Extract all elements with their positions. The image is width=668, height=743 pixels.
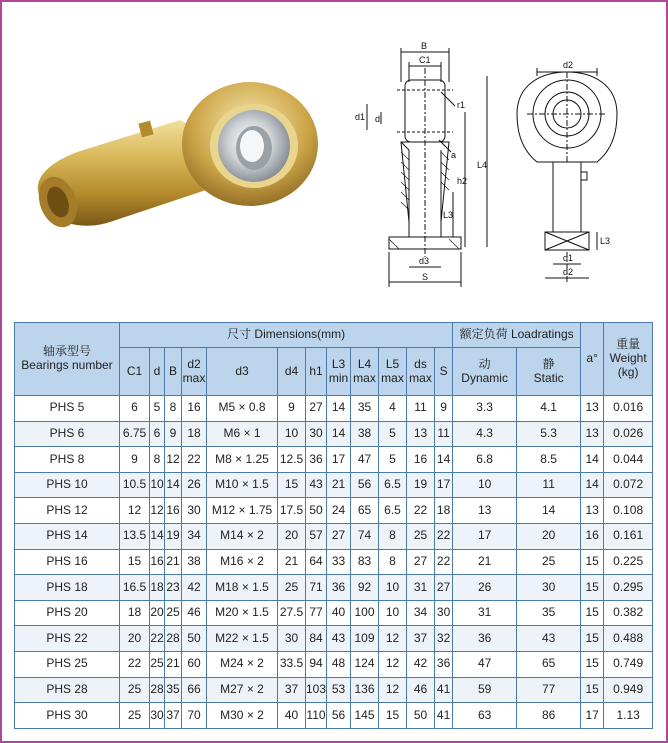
table-cell: 11 — [407, 396, 435, 422]
table-cell: 10.5 — [120, 472, 150, 498]
table-cell: 31 — [453, 600, 517, 626]
table-cell: M22 × 1.5 — [207, 626, 278, 652]
table-cell: 22 — [182, 447, 207, 473]
table-cell: 12 — [379, 651, 407, 677]
table-cell: 16.5 — [120, 575, 150, 601]
table-row — [15, 651, 653, 677]
cell-bearing-number: PHS 28 — [15, 677, 120, 703]
col-S: S — [435, 348, 453, 396]
table-cell: 22 — [407, 498, 435, 524]
table-cell: 63 — [453, 703, 517, 729]
table-cell: 37 — [407, 626, 435, 652]
table-cell: 21 — [165, 549, 182, 575]
table-cell: 37 — [278, 677, 306, 703]
table-cell: 21 — [278, 549, 306, 575]
table-cell: 145 — [351, 703, 379, 729]
table-cell: 43 — [306, 472, 327, 498]
cell-bearing-number: PHS 5 — [15, 396, 120, 422]
table-cell: 27 — [407, 549, 435, 575]
table-cell: 11 — [517, 472, 581, 498]
col-L3: L3 min — [327, 348, 351, 396]
table-cell: 13 — [581, 421, 604, 447]
table-cell: 25 — [165, 600, 182, 626]
table-cell: 0.161 — [604, 523, 653, 549]
label-d1-front: d1 — [563, 253, 574, 263]
table-cell: 19 — [407, 472, 435, 498]
table-cell: 6.5 — [379, 472, 407, 498]
table-row — [15, 677, 653, 703]
table-cell: 15 — [581, 651, 604, 677]
table-row — [15, 472, 653, 498]
table-cell: 37 — [165, 703, 182, 729]
table-cell: M27 × 2 — [207, 677, 278, 703]
table-cell: 84 — [306, 626, 327, 652]
table-cell: 14 — [150, 523, 165, 549]
table-cell: 56 — [327, 703, 351, 729]
cell-bearing-number: PHS 14 — [15, 523, 120, 549]
table-cell: 16 — [182, 396, 207, 422]
table-cell: 109 — [351, 626, 379, 652]
table-cell: 27.5 — [278, 600, 306, 626]
table-cell: 25 — [120, 703, 150, 729]
table-body — [15, 396, 653, 729]
table-cell: 0.949 — [604, 677, 653, 703]
table-cell: 6 — [120, 396, 150, 422]
table-cell: 10 — [278, 421, 306, 447]
label-L4: L4 — [477, 160, 488, 170]
table-cell: 26 — [182, 472, 207, 498]
table-cell: 124 — [351, 651, 379, 677]
table-cell: 24 — [327, 498, 351, 524]
table-cell: 48 — [327, 651, 351, 677]
table-cell: 25 — [517, 549, 581, 575]
table-row — [15, 421, 653, 447]
header-dimensions: 尺寸 Dimensions(mm) — [120, 323, 453, 348]
table-cell: 0.488 — [604, 626, 653, 652]
table-cell: 9 — [435, 396, 453, 422]
table-cell: 18 — [435, 498, 453, 524]
table-cell: 8 — [379, 523, 407, 549]
header-loadratings: 额定负荷 Loadratings — [453, 323, 581, 348]
header-row-top — [15, 323, 653, 348]
table-cell: 33.5 — [278, 651, 306, 677]
table-cell: 27 — [306, 396, 327, 422]
table-cell: M16 × 2 — [207, 549, 278, 575]
table-cell: 20 — [150, 600, 165, 626]
table-cell: 9 — [120, 447, 150, 473]
table-cell: 35 — [165, 677, 182, 703]
col-ds: ds max — [407, 348, 435, 396]
table-cell: 20 — [517, 523, 581, 549]
table-cell: 35 — [517, 600, 581, 626]
table-cell: 12 — [379, 626, 407, 652]
table-cell: 0.072 — [604, 472, 653, 498]
table-cell: 3.3 — [453, 396, 517, 422]
table-cell: 23 — [165, 575, 182, 601]
table-row — [15, 703, 653, 729]
front-view — [517, 68, 617, 282]
table-cell: 36 — [435, 651, 453, 677]
table-cell: 10 — [150, 472, 165, 498]
col-d2: d2 max — [182, 348, 207, 396]
cell-bearing-number: PHS 22 — [15, 626, 120, 652]
table-cell: 0.749 — [604, 651, 653, 677]
table-cell: M14 × 2 — [207, 523, 278, 549]
label-L3-front: L3 — [600, 236, 611, 246]
table-cell: 12 — [379, 677, 407, 703]
table-cell: 16 — [581, 523, 604, 549]
table-cell: 13.5 — [120, 523, 150, 549]
table-cell: 30 — [306, 421, 327, 447]
col-dynamic: 动 Dynamic — [453, 348, 517, 396]
table-cell: 33 — [327, 549, 351, 575]
cell-bearing-number: PHS 20 — [15, 600, 120, 626]
table-cell: 1.13 — [604, 703, 653, 729]
table-cell: 14 — [327, 421, 351, 447]
table-cell: 21 — [327, 472, 351, 498]
table-cell: 83 — [351, 549, 379, 575]
illustration-area — [2, 2, 666, 320]
table-cell: 36 — [306, 447, 327, 473]
label-B: B — [421, 41, 428, 51]
table-cell: 17 — [581, 703, 604, 729]
table-cell: 5.3 — [517, 421, 581, 447]
table-cell: 57 — [306, 523, 327, 549]
table-cell: 16 — [407, 447, 435, 473]
table-cell: 13 — [407, 421, 435, 447]
table-cell: 12.5 — [278, 447, 306, 473]
col-static: 静 Static — [517, 348, 581, 396]
table-cell: 32 — [435, 626, 453, 652]
table-cell: 77 — [306, 600, 327, 626]
cell-bearing-number: PHS 10 — [15, 472, 120, 498]
cell-bearing-number: PHS 25 — [15, 651, 120, 677]
table-cell: 25 — [150, 651, 165, 677]
table-cell: 14 — [517, 498, 581, 524]
col-d3: d3 — [207, 348, 278, 396]
table-cell: 30 — [182, 498, 207, 524]
col-C1: C1 — [120, 348, 150, 396]
table-cell: 47 — [453, 651, 517, 677]
table-cell: 64 — [306, 549, 327, 575]
table-cell: 30 — [150, 703, 165, 729]
col-L5: L5 max — [379, 348, 407, 396]
table-row — [15, 498, 653, 524]
table-cell: M12 × 1.75 — [207, 498, 278, 524]
table-cell: 28 — [165, 626, 182, 652]
table-cell: 103 — [306, 677, 327, 703]
table-cell: 27 — [435, 575, 453, 601]
table-cell: 4 — [379, 396, 407, 422]
table-cell: 12 — [165, 447, 182, 473]
cell-bearing-number: PHS 18 — [15, 575, 120, 601]
table-cell: 15 — [581, 549, 604, 575]
table-cell: 6.75 — [120, 421, 150, 447]
col-h1: h1 — [306, 348, 327, 396]
table-cell: 40 — [278, 703, 306, 729]
table-cell: 42 — [407, 651, 435, 677]
table-cell: 50 — [306, 498, 327, 524]
table-cell: 38 — [351, 421, 379, 447]
cell-bearing-number: PHS 16 — [15, 549, 120, 575]
cell-bearing-number: PHS 12 — [15, 498, 120, 524]
table-cell: 9 — [165, 421, 182, 447]
table-cell: 22 — [435, 523, 453, 549]
table-cell: 13 — [581, 396, 604, 422]
table-cell: 36 — [327, 575, 351, 601]
label-d2-front: d2 — [563, 267, 574, 277]
table-cell: 17 — [453, 523, 517, 549]
table-cell: 74 — [351, 523, 379, 549]
table-cell: 59 — [453, 677, 517, 703]
table-cell: 12 — [120, 498, 150, 524]
table-cell: 0.016 — [604, 396, 653, 422]
table-cell: 40 — [327, 600, 351, 626]
spec-table — [14, 322, 653, 729]
table-cell: 9 — [278, 396, 306, 422]
table-cell: 35 — [351, 396, 379, 422]
dimension-drawing — [337, 32, 667, 302]
table-cell: 31 — [407, 575, 435, 601]
table-cell: 46 — [182, 600, 207, 626]
table-row — [15, 396, 653, 422]
table-cell: 46 — [407, 677, 435, 703]
table-cell: 25 — [120, 677, 150, 703]
col-d: d — [150, 348, 165, 396]
table-cell: 26 — [453, 575, 517, 601]
table-cell: 50 — [182, 626, 207, 652]
table-cell: 14 — [165, 472, 182, 498]
table-cell: 41 — [435, 677, 453, 703]
table-cell: 34 — [182, 523, 207, 549]
table-cell: 6 — [150, 421, 165, 447]
table-cell: 92 — [351, 575, 379, 601]
table-cell: 53 — [327, 677, 351, 703]
table-cell: 50 — [407, 703, 435, 729]
table-cell: M24 × 2 — [207, 651, 278, 677]
table-cell: 15 — [379, 703, 407, 729]
table-cell: 66 — [182, 677, 207, 703]
label-L3: L3 — [443, 210, 454, 220]
table-cell: 20 — [120, 626, 150, 652]
table-cell: M5 × 0.8 — [207, 396, 278, 422]
table-cell: 0.295 — [604, 575, 653, 601]
table-row — [15, 549, 653, 575]
table-cell: 0.044 — [604, 447, 653, 473]
table-cell: 14 — [327, 396, 351, 422]
label-d1: d1 — [355, 112, 366, 122]
table-cell: 25 — [278, 575, 306, 601]
table-cell: 8 — [165, 396, 182, 422]
col-L4: L4 max — [351, 348, 379, 396]
col-d4: d4 — [278, 348, 306, 396]
table-row — [15, 575, 653, 601]
table-cell: 13 — [581, 498, 604, 524]
side-view — [367, 48, 487, 287]
table-cell: 25 — [407, 523, 435, 549]
table-cell: M18 × 1.5 — [207, 575, 278, 601]
table-cell: 19 — [165, 523, 182, 549]
header-angle: a° — [581, 323, 604, 396]
table-cell: 18 — [150, 575, 165, 601]
table-cell: 0.026 — [604, 421, 653, 447]
table-cell: 0.108 — [604, 498, 653, 524]
table-cell: 30 — [517, 575, 581, 601]
table-cell: 21 — [165, 651, 182, 677]
table-row — [15, 626, 653, 652]
table-cell: 15 — [278, 472, 306, 498]
table-cell: 77 — [517, 677, 581, 703]
table-cell: 5 — [150, 396, 165, 422]
table-row — [15, 523, 653, 549]
table-cell: 56 — [351, 472, 379, 498]
table-cell: 6.5 — [379, 498, 407, 524]
table-cell: 6.8 — [453, 447, 517, 473]
table-cell: 8.5 — [517, 447, 581, 473]
table-cell: M20 × 1.5 — [207, 600, 278, 626]
table-cell: M30 × 2 — [207, 703, 278, 729]
col-B: B — [165, 348, 182, 396]
label-a: a — [451, 150, 457, 160]
table-cell: 5 — [379, 447, 407, 473]
table-cell: M10 × 1.5 — [207, 472, 278, 498]
table-cell: 10 — [453, 472, 517, 498]
table-cell: 21 — [453, 549, 517, 575]
table-cell: 12 — [150, 498, 165, 524]
label-S: S — [422, 272, 429, 282]
table-cell: 4.3 — [453, 421, 517, 447]
table-cell: 42 — [182, 575, 207, 601]
header-bearing: 轴承型号 Bearings number — [15, 323, 120, 396]
table-cell: 14 — [581, 472, 604, 498]
table-cell: 43 — [517, 626, 581, 652]
table-cell: 22 — [120, 651, 150, 677]
table-cell: 8 — [379, 549, 407, 575]
table-cell: 18 — [182, 421, 207, 447]
table-cell: 86 — [517, 703, 581, 729]
table-cell: 8 — [150, 447, 165, 473]
table-cell: 14 — [581, 447, 604, 473]
label-r1: r1 — [457, 100, 466, 110]
label-d3: d3 — [419, 256, 430, 266]
rod-end-photo — [30, 72, 330, 247]
table-cell: 136 — [351, 677, 379, 703]
label-C1: C1 — [419, 55, 431, 65]
table-cell: 17 — [327, 447, 351, 473]
table-cell: M6 × 1 — [207, 421, 278, 447]
table-cell: 70 — [182, 703, 207, 729]
table-cell: 4.1 — [517, 396, 581, 422]
header-weight: 重量 Weight (kg) — [604, 323, 653, 396]
table-cell: 22 — [150, 626, 165, 652]
table-cell: 38 — [182, 549, 207, 575]
label-d2-top: d2 — [563, 60, 574, 70]
table-cell: 71 — [306, 575, 327, 601]
table-cell: 60 — [182, 651, 207, 677]
table-row — [15, 600, 653, 626]
table-cell: 20 — [278, 523, 306, 549]
table-cell: 110 — [306, 703, 327, 729]
table-cell: 27 — [327, 523, 351, 549]
table-row — [15, 447, 653, 473]
table-cell: 65 — [351, 498, 379, 524]
table-cell: 100 — [351, 600, 379, 626]
table-cell: 47 — [351, 447, 379, 473]
table-cell: 16 — [150, 549, 165, 575]
table-cell: 43 — [327, 626, 351, 652]
table-cell: 15 — [581, 600, 604, 626]
table-cell: 17 — [435, 472, 453, 498]
table-cell: 15 — [581, 626, 604, 652]
table-cell: 36 — [453, 626, 517, 652]
table-cell: 17.5 — [278, 498, 306, 524]
table-cell: M8 × 1.25 — [207, 447, 278, 473]
cell-bearing-number: PHS 8 — [15, 447, 120, 473]
table-cell: 41 — [435, 703, 453, 729]
table-cell: 30 — [435, 600, 453, 626]
table-cell: 13 — [453, 498, 517, 524]
table-cell: 10 — [379, 575, 407, 601]
table-cell: 15 — [581, 575, 604, 601]
table-cell: 14 — [435, 447, 453, 473]
table-cell: 34 — [407, 600, 435, 626]
table-cell: 11 — [435, 421, 453, 447]
table-cell: 0.382 — [604, 600, 653, 626]
table-cell: 15 — [581, 677, 604, 703]
table-cell: 10 — [379, 600, 407, 626]
table-cell: 5 — [379, 421, 407, 447]
label-d: d — [375, 114, 381, 124]
table-cell: 94 — [306, 651, 327, 677]
cell-bearing-number: PHS 6 — [15, 421, 120, 447]
table-cell: 30 — [278, 626, 306, 652]
table-cell: 15 — [120, 549, 150, 575]
label-h2: h2 — [457, 176, 468, 186]
table-cell: 28 — [150, 677, 165, 703]
table-cell: 16 — [165, 498, 182, 524]
table-cell: 65 — [517, 651, 581, 677]
cell-bearing-number: PHS 30 — [15, 703, 120, 729]
table-cell: 22 — [435, 549, 453, 575]
table-cell: 0.225 — [604, 549, 653, 575]
table-cell: 18 — [120, 600, 150, 626]
